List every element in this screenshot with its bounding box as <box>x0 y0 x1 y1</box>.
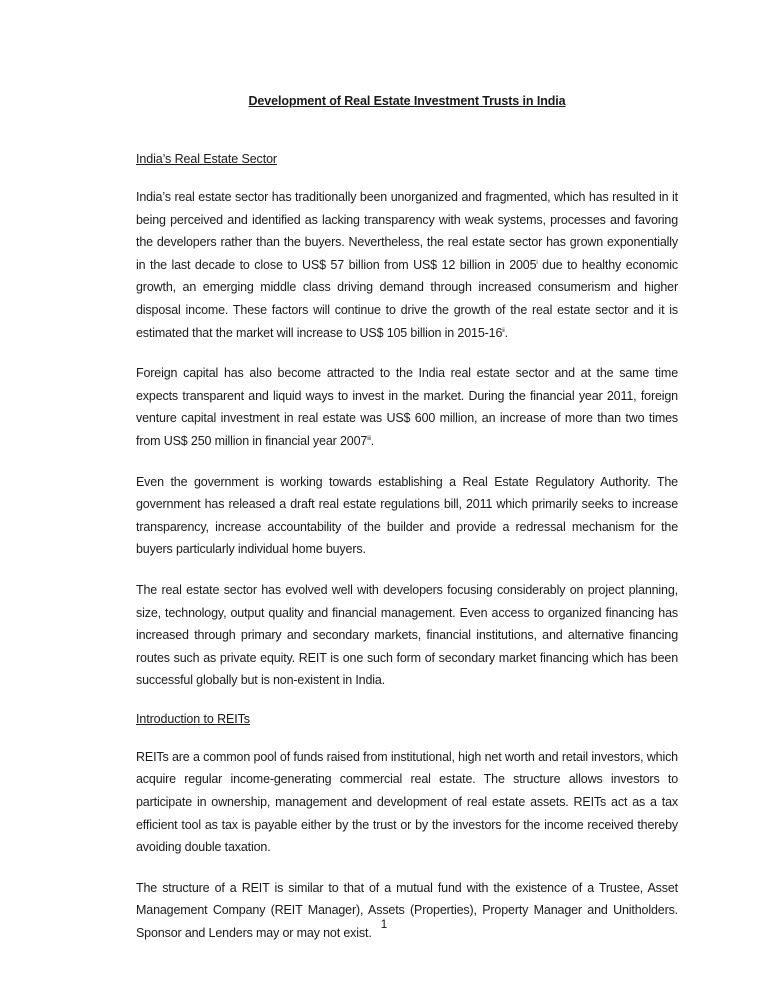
document-body <box>136 92 678 963</box>
paragraph-3: Even the government is working towards establishing a Real Estate Regulatory Authority. The government has released a draft real estate regulations bill, 2011 which primarily seeks to increase transparency, increase accountability of the builder and provide a redressal mechanism for the buyers particularly individual home buyers. <box>136 474 678 557</box>
paragraph-1 <box>136 186 678 344</box>
paragraph-4: The real estate sector has evolved well with developers focusing considerably on project planning, size, technology, output quality and financial management. Even access to organized financing has increased through primary and secondary markets, financial institutions, and alternative financing routes such as private equity. REIT is one such form of secondary market financing which has been successful globally but is non-existent in India. <box>136 582 678 688</box>
paragraph-1-text-c: . <box>504 325 508 340</box>
footnote-ref-i[interactable]: i <box>536 259 538 266</box>
page-number: 1 <box>380 917 388 931</box>
paragraph-2-text-a: Foreign capital has also become attracted to the India real estate sector and at the same time expects transparent and liquid ways to invest in the market. During the financial year 2011, foreign venture capital investment in real estate was US$ 600 million, an increase of more than two times from US$ 250 million in financial year 2007 <box>136 366 678 448</box>
section-heading-introduction-to-reits: Introduction to REITs <box>136 711 250 726</box>
paragraph-1-text-b: due to healthy economic growth, an emerging middle class driving demand through increased consumerism and higher disposal income. These factors will continue to drive the growth of the real estate sector and it is estimated that the market will increase to US$ 105 billion in 2015-16 <box>136 257 678 340</box>
section-heading-real-estate-sector: India’s Real Estate Sector <box>136 152 277 166</box>
paragraph-6: The structure of a REIT is similar to that of a mutual fund with the existence of a Trustee, Asset Management Company (REIT Manager), Assets (Properties), Property Manager and Unitholders. Sponsor and Lenders may or may not exist. <box>136 880 678 941</box>
footnote-ref-iii[interactable]: iii <box>367 435 371 442</box>
paragraph-2-text-b: . <box>370 433 375 448</box>
footnote-ref-ii[interactable]: ii <box>502 327 505 334</box>
paragraph-2 <box>136 362 678 452</box>
paragraph-5: REITs are a common pool of funds raised from institutional, high net worth and retail investors, which acquire regular income-generating commercial real estate. The structure allows investors to participate in ownership, management and development of real estate assets. REITs act as a tax efficient tool as tax is payable either by the trust or by the investors for the income received thereby avoiding double taxation. <box>136 749 678 855</box>
paragraph-1-text-a: India’s real estate sector has traditionally been unorganized and fragmented, which has resulted in it being perceived and identified as lacking transparency with weak systems, processes and favoring the developers rather than the buyers. Nevertheless, the real estate sector has grown exponentially in the last decade to close to US$ 57 billion from US$ 12 billion in 2005 <box>136 190 678 272</box>
document-title: Development of Real Estate Investment Trusts in India <box>248 94 566 108</box>
